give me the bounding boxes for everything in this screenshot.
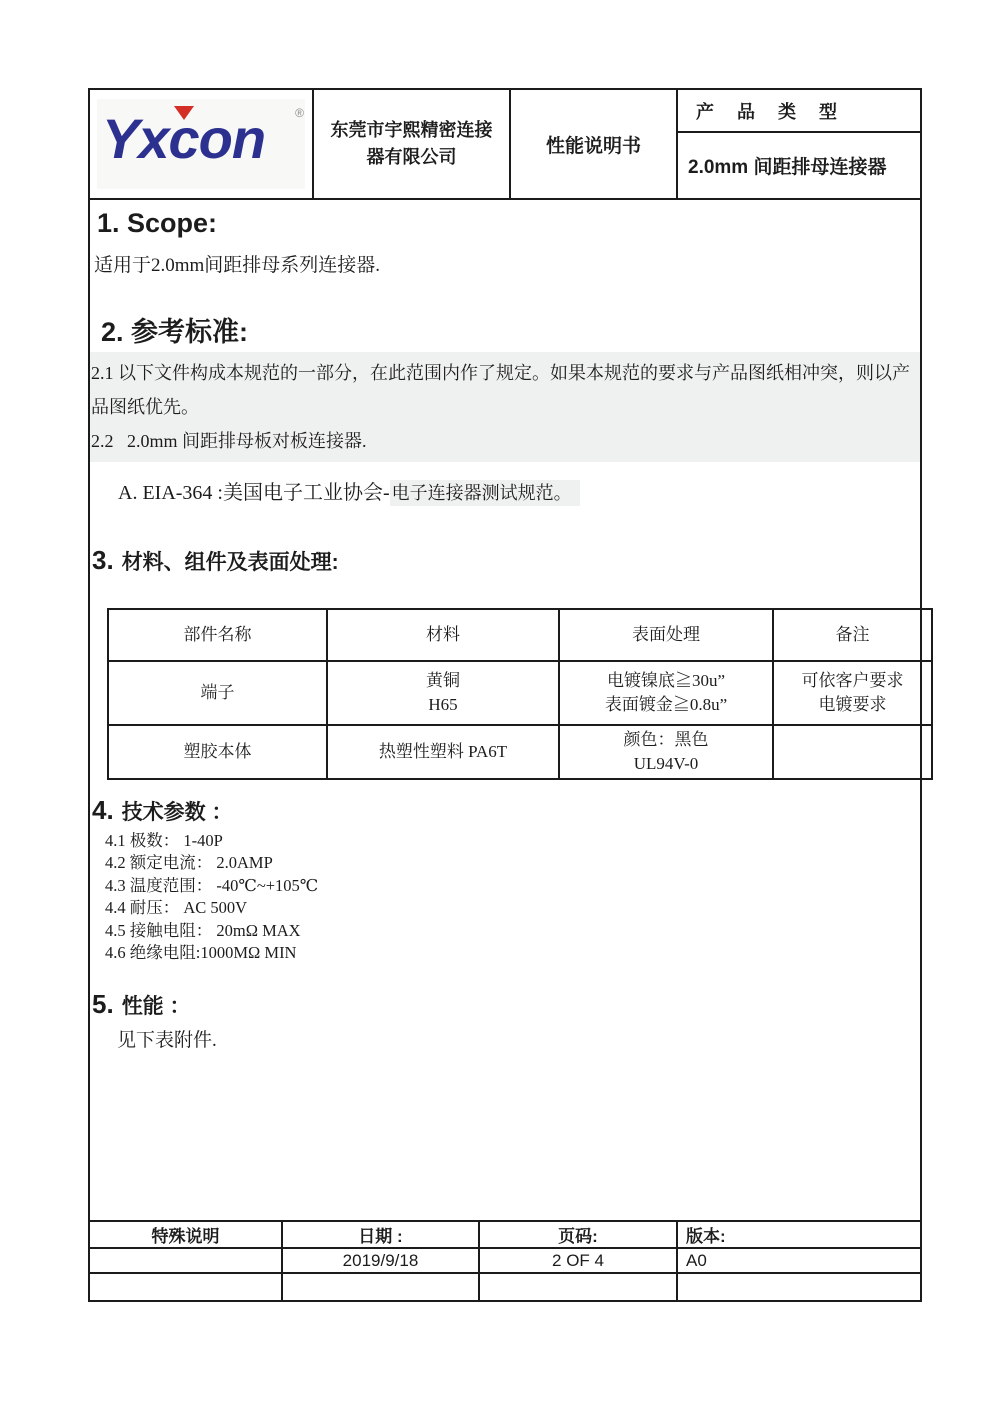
company-name-cell [314,90,511,198]
registered-trademark-icon: ® [295,106,304,120]
section2-highlight-block [90,352,920,462]
product-type-value: 2.0mm 间距排母连接器 [688,157,887,178]
cell-note [773,661,932,725]
footer-header-page: 页码: [479,1221,677,1248]
reference-standard-prefix: A. EIA-364 :美国电子工业协会- [118,482,390,504]
cell-line: 电镀要求 [818,695,887,714]
footer-header-row [90,1221,920,1248]
document-type: 性能说明书 [545,135,641,157]
parameter-item: 4.6 绝缘电阻:1000MΩ MIN [105,943,297,963]
product-type-cell [678,90,920,198]
footer-header-special-notes: 特殊说明 [90,1221,282,1248]
logo-wordmark: Yxcon [102,107,266,170]
product-type-label: 产 品 类 型 [678,90,920,133]
header-table [90,90,920,200]
parameter-item: 4.3 温度范围： -40℃~+105℃ [105,875,319,895]
footer-empty-row [90,1273,920,1300]
section4-number: 4. [92,795,114,825]
section3-title [92,545,339,576]
cell-material: 热塑性塑料 PA6T [327,725,559,779]
section5-label: 性能 ： [121,995,191,1018]
footer-header-date: 日期 : [282,1221,479,1248]
section4-label: 技术参数 ： [121,801,233,824]
section2-title: 2. 参考标准: [101,317,249,347]
parameter-item: 4.5 接触电阻： 20mΩ MAX [105,920,301,940]
document-type-cell [511,90,678,198]
cell-surface [559,725,773,779]
reference-standard-line [118,476,580,505]
section5-number: 5. [92,989,114,1019]
cell-line: 黄铜 [426,671,460,690]
cell-part: 端子 [108,661,327,725]
cell-line: 颜色：黑色 [623,730,709,749]
col-header-note: 备注 [773,609,932,661]
materials-table [107,608,933,780]
logo-triangle-icon [174,106,194,120]
footer-empty-cell [90,1273,282,1300]
cell-material [327,661,559,725]
section5-body: 见下表附件. [117,1030,217,1051]
parameter-item: 4.1 极数： 1-40P [105,831,223,850]
cell-surface [559,661,773,725]
section1-body: 适用于2.0mm间距排母系列连接器. [94,255,381,276]
clause-2-1: 2.1 以下文件构成本规范的一部分，在此范围内作了规定。如果本规范的要求与产品图纸相冲突，则以产品图纸优先。 [91,363,910,417]
section4-title [92,795,233,826]
section5-title [92,989,191,1020]
document-frame [88,88,922,1302]
footer-value-row [90,1248,920,1273]
cell-line: 可依客户要求 [801,671,904,690]
footer-page-value: 2 OF 4 [479,1248,677,1273]
cell-line: UL94V-0 [633,754,699,773]
cell-line: H65 [428,695,458,714]
cell-line: 表面镀金≧0.8u” [604,695,728,714]
footer-date-value: 2019/9/18 [282,1248,479,1273]
col-header-part: 部件名称 [108,609,327,661]
parameter-item: 4.4 耐压： AC 500V [105,898,248,918]
table-row [108,725,932,779]
section3-label: 材料、组件及表面处理: [121,551,339,574]
company-logo [90,90,314,198]
section4-parameter-list [105,830,318,964]
materials-table-header-row [108,609,932,661]
col-header-material: 材料 [327,609,559,661]
footer-empty-cell [479,1273,677,1300]
footer-header-version: 版本: [677,1221,920,1248]
footer-empty-cell [282,1273,479,1300]
footer-version-value: A0 [677,1248,920,1273]
cell-line: 电镀镍底≧30u” [606,671,726,690]
section1-title: 1. Scope: [97,208,218,238]
footer-table [90,1220,920,1300]
footer-empty-cell [677,1273,920,1300]
cell-note [773,725,932,779]
company-name-line2: 器有限公司 [366,147,457,167]
clause-2-2: 2.2 2.0mm 间距排母板对板连接器. [91,431,367,451]
footer-special-notes-value [90,1248,282,1273]
col-header-surface: 表面处理 [559,609,773,661]
section3-number: 3. [92,545,114,575]
company-name-line1: 东莞市宇熙精密连接 [330,120,493,140]
table-row [108,661,932,725]
parameter-item: 4.2 额定电流： 2.0AMP [105,853,273,873]
reference-standard-highlight: 电子连接器测试规范。 [390,480,580,506]
cell-part: 塑胶本体 [108,725,327,779]
